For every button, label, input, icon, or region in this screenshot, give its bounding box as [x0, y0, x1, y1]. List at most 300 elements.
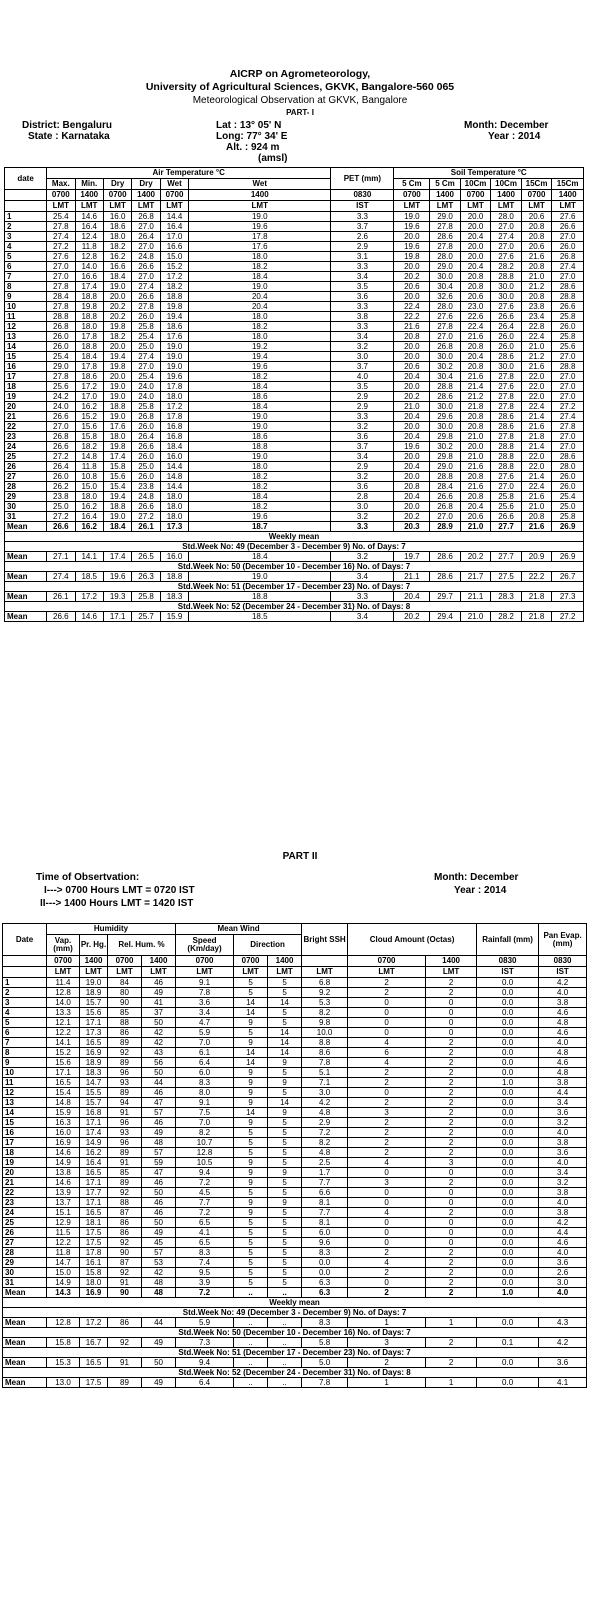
- table-cell: 26.6: [552, 222, 584, 232]
- table-cell: 16.2: [103, 252, 131, 262]
- latitude-label: Lat : 13° 05' N: [216, 120, 282, 131]
- table-cell: ..: [268, 1338, 302, 1348]
- table-cell: 14.3: [47, 1288, 80, 1298]
- table-cell: 5: [268, 1118, 302, 1128]
- col-header: Max.: [47, 179, 75, 190]
- table-cell: 12: [5, 322, 47, 332]
- table-cell: 20.8: [460, 362, 491, 372]
- table-cell: 20.4: [394, 432, 430, 442]
- table-cell: 2: [426, 1118, 477, 1128]
- table-cell: 4.0: [539, 1158, 587, 1168]
- table-cell: 18.6: [189, 392, 331, 402]
- weekly-mean-header-row: [3, 1298, 587, 1308]
- table-cell: 18.2: [103, 332, 131, 342]
- table-cell: 50: [142, 1018, 176, 1028]
- blank-cell: [3, 967, 47, 978]
- table-cell: 2.8: [331, 492, 394, 502]
- table-cell: 5: [234, 1268, 268, 1278]
- table-row: [5, 242, 584, 252]
- table-cell: 26.6: [491, 312, 522, 322]
- table-cell: 0.0: [477, 1018, 539, 1028]
- table-cell: 17.6: [160, 332, 188, 342]
- table-cell: 9: [268, 1108, 302, 1118]
- table-row: [3, 1098, 587, 1108]
- table-cell: 2: [426, 1088, 477, 1098]
- table-cell: 0.0: [477, 1128, 539, 1138]
- table-cell: 0.0: [477, 1048, 539, 1058]
- table-cell: 14.8: [47, 1098, 80, 1108]
- table-cell: 27.0: [552, 382, 584, 392]
- table-cell: 15.8: [47, 1338, 80, 1348]
- table-cell: 20.8: [460, 422, 491, 432]
- table-cell: 1.7: [302, 1168, 348, 1178]
- table-cell: 28: [3, 1248, 47, 1258]
- table-cell: 19.0: [103, 382, 131, 392]
- table-row: [3, 1168, 587, 1178]
- table-cell: 17.2: [75, 382, 103, 392]
- table-cell: 94: [108, 1098, 142, 1108]
- table-cell: 89: [108, 1378, 142, 1388]
- table-row: [3, 1178, 587, 1188]
- table-cell: 26.0: [552, 322, 584, 332]
- table-cell: 27.0: [552, 432, 584, 442]
- table-row: [5, 382, 584, 392]
- table-cell: 20.8: [460, 412, 491, 422]
- direction-header: Direction: [234, 935, 302, 956]
- table-cell: 3.2: [539, 1178, 587, 1188]
- table-cell: 22.8: [521, 322, 552, 332]
- blank-cell: [5, 201, 47, 212]
- table-cell: 14.1: [75, 552, 103, 562]
- table-cell: 28.8: [430, 472, 461, 482]
- table-cell: 27.8: [47, 372, 75, 382]
- table-cell: 17.8: [189, 232, 331, 242]
- table-cell: 9: [234, 1068, 268, 1078]
- table-cell: 3.6: [539, 1148, 587, 1158]
- table-cell: 22: [5, 422, 47, 432]
- table-cell: 26.0: [132, 312, 160, 322]
- table-cell: 20: [3, 1168, 47, 1178]
- table-cell: 90: [108, 998, 142, 1008]
- table-cell: 15.4: [103, 482, 131, 492]
- table-cell: 3.4: [539, 1168, 587, 1178]
- unit-header: LMT: [430, 201, 461, 212]
- table-cell: 0: [426, 1008, 477, 1018]
- table-cell: 30: [3, 1268, 47, 1278]
- table-cell: 12.9: [47, 1218, 80, 1228]
- table-row: [5, 362, 584, 372]
- table-cell: 4.0: [331, 372, 394, 382]
- table-cell: 22.2: [521, 572, 552, 582]
- table-cell: 3.6: [539, 1358, 587, 1368]
- table-cell: 28.0: [552, 462, 584, 472]
- table-cell: 19.0: [189, 212, 331, 222]
- table-cell: 27.0: [552, 352, 584, 362]
- table-cell: 17.4: [103, 552, 131, 562]
- mean-row: [3, 1288, 587, 1298]
- table-cell: 20.0: [103, 372, 131, 382]
- table-cell: 3.4: [176, 1008, 234, 1018]
- table-cell: 5: [268, 1188, 302, 1198]
- table-cell: 6.4: [176, 1378, 234, 1388]
- table-cell: 30.0: [491, 282, 522, 292]
- table-cell: 20.0: [394, 292, 430, 302]
- table-cell: 27.8: [430, 242, 461, 252]
- amsl-label: (amsl): [258, 153, 288, 164]
- table-cell: 0.0: [477, 1258, 539, 1268]
- table-cell: 3.0: [539, 1278, 587, 1288]
- table-cell: 57: [142, 1248, 176, 1258]
- table-cell: 17.6: [189, 242, 331, 252]
- table-cell: 29.8: [430, 452, 461, 462]
- table-cell: 26.8: [430, 502, 461, 512]
- week-mean-row: [5, 612, 584, 622]
- table-cell: 21.6: [460, 462, 491, 472]
- table-cell: 19.0: [189, 452, 331, 462]
- table-cell: 5: [268, 988, 302, 998]
- table-cell: 86: [108, 1218, 142, 1228]
- table-cell: 0.0: [477, 1168, 539, 1178]
- table-cell: 27.4: [47, 572, 75, 582]
- table-cell: 29: [5, 492, 47, 502]
- table-cell: 19.4: [160, 312, 188, 322]
- table-cell: 53: [142, 1258, 176, 1268]
- table-cell: 8.2: [302, 1138, 348, 1148]
- table-cell: 19.0: [189, 572, 331, 582]
- table-cell: 21.2: [521, 282, 552, 292]
- table-row: [3, 1238, 587, 1248]
- table-cell: 2: [426, 1178, 477, 1188]
- table-cell: 5: [268, 1008, 302, 1018]
- table-cell: 18: [3, 1148, 47, 1158]
- table-cell: 18.0: [160, 502, 188, 512]
- table-cell: 20.6: [521, 212, 552, 222]
- table-cell: 91: [108, 1158, 142, 1168]
- table-cell: 2: [348, 1268, 426, 1278]
- table-cell: 10: [5, 302, 47, 312]
- table-cell: 21.6: [460, 332, 491, 342]
- part2-table: [2, 923, 587, 1388]
- table-cell: 21.4: [460, 382, 491, 392]
- table-cell: 20.4: [189, 292, 331, 302]
- table-cell: 50: [142, 1188, 176, 1198]
- table-cell: 4: [348, 1038, 426, 1048]
- table-cell: 25.8: [491, 492, 522, 502]
- table-cell: 18.3: [80, 1068, 108, 1078]
- table-cell: 27.0: [430, 332, 461, 342]
- table-cell: 89: [108, 1148, 142, 1158]
- table-cell: 27.8: [47, 222, 75, 232]
- table-cell: 2: [426, 1338, 477, 1348]
- table-cell: 0: [348, 1278, 426, 1288]
- table-cell: 2: [348, 1068, 426, 1078]
- table-cell: 84: [108, 978, 142, 988]
- table-cell: 59: [142, 1158, 176, 1168]
- table-cell: 27.2: [552, 612, 584, 622]
- table-cell: Std.Week No: 49 (December 3 - December 9) No. of Days: 7: [5, 542, 584, 552]
- table-cell: 27.4: [491, 232, 522, 242]
- table-cell: 17.8: [160, 382, 188, 392]
- table-row: [5, 342, 584, 352]
- table-cell: 21.0: [460, 522, 491, 532]
- table-cell: 26.4: [491, 322, 522, 332]
- table-cell: 2: [348, 1098, 426, 1108]
- table-cell: 4.8: [302, 1148, 348, 1158]
- table-cell: 28.0: [430, 252, 461, 262]
- table-cell: 16.8: [80, 1108, 108, 1118]
- table-cell: 7.7: [176, 1198, 234, 1208]
- table-cell: 15.0: [160, 252, 188, 262]
- table-cell: 2: [426, 1058, 477, 1068]
- table-cell: 56: [142, 1058, 176, 1068]
- table-cell: 23.8: [47, 492, 75, 502]
- table-cell: 9.5: [176, 1268, 234, 1278]
- table-cell: 19.0: [160, 362, 188, 372]
- table-row: [5, 482, 584, 492]
- table-cell: Std.Week No: 49 (December 3 - December 9) No. of Days: 7: [3, 1308, 587, 1318]
- table-cell: 21.4: [521, 442, 552, 452]
- table-row: [5, 312, 584, 322]
- table-cell: 14.6: [75, 212, 103, 222]
- table-row: [3, 1248, 587, 1258]
- table-cell: 13.8: [47, 1168, 80, 1178]
- table-cell: 25.4: [132, 332, 160, 342]
- table-cell: 7.1: [302, 1078, 348, 1088]
- time-header: 1400: [142, 956, 176, 967]
- table-cell: 27.4: [552, 262, 584, 272]
- table-cell: 2: [426, 1038, 477, 1048]
- table-cell: 27.0: [47, 262, 75, 272]
- table-row: [3, 1058, 587, 1068]
- table-cell: 26.0: [47, 342, 75, 352]
- table-cell: 18.0: [189, 312, 331, 322]
- table-cell: 15.6: [80, 1008, 108, 1018]
- table-row: [3, 1188, 587, 1198]
- bright-ssh-header: Bright SSH: [302, 924, 348, 956]
- table-row: [3, 1028, 587, 1038]
- table-row: [3, 1138, 587, 1148]
- table-cell: 3.7: [331, 442, 394, 452]
- table-cell: 26.6: [132, 292, 160, 302]
- table-cell: 18.4: [189, 382, 331, 392]
- pet-header: PET (mm): [331, 168, 394, 190]
- week-label-row: [3, 1368, 587, 1378]
- table-cell: 23: [3, 1198, 47, 1208]
- table-cell: 2.5: [302, 1158, 348, 1168]
- table-cell: 46: [142, 1208, 176, 1218]
- observation-time-1: I---> 0700 Hours LMT = 0720 IST: [44, 885, 195, 896]
- table-cell: 9: [268, 1198, 302, 1208]
- table-cell: 20.4: [394, 462, 430, 472]
- table-cell: 46: [142, 1088, 176, 1098]
- table-cell: 4.8: [539, 1018, 587, 1028]
- table-row: [3, 1128, 587, 1138]
- table-cell: 1: [426, 1318, 477, 1328]
- table-cell: 20.0: [394, 452, 430, 462]
- table-cell: 19.0: [103, 512, 131, 522]
- table-row: [5, 262, 584, 272]
- table-cell: 3.2: [331, 512, 394, 522]
- table-cell: 14.8: [75, 452, 103, 462]
- table-cell: 20.0: [460, 442, 491, 452]
- table-cell: 30.0: [491, 362, 522, 372]
- table-cell: 4.0: [539, 988, 587, 998]
- table-cell: 14.4: [160, 462, 188, 472]
- table-cell: 26.2: [47, 482, 75, 492]
- table-cell: 44: [142, 1078, 176, 1088]
- part2-date-header: Date: [3, 924, 47, 956]
- table-cell: 14.9: [47, 1278, 80, 1288]
- table-cell: 26.8: [552, 252, 584, 262]
- table-cell: 19.0: [80, 978, 108, 988]
- table-cell: 16.4: [75, 512, 103, 522]
- table-cell: 5: [234, 988, 268, 998]
- table-cell: 20.0: [394, 472, 430, 482]
- table-cell: Mean: [3, 1318, 47, 1328]
- table-cell: Weekly mean: [3, 1298, 587, 1308]
- table-cell: 19.7: [394, 552, 430, 562]
- table-cell: 21.0: [460, 452, 491, 462]
- table-cell: 16.2: [75, 502, 103, 512]
- table-cell: ..: [234, 1338, 268, 1348]
- table-cell: 16.0: [160, 552, 188, 562]
- table-row: [5, 512, 584, 522]
- table-cell: 2: [426, 988, 477, 998]
- table-cell: 18.3: [160, 592, 188, 602]
- table-cell: 20.8: [394, 482, 430, 492]
- table-cell: 0: [348, 1088, 426, 1098]
- table-cell: 0: [348, 998, 426, 1008]
- table-cell: 18.0: [160, 392, 188, 402]
- table-cell: 26.7: [552, 572, 584, 582]
- table-cell: 14: [268, 1028, 302, 1038]
- unit-header: IST: [331, 201, 394, 212]
- table-cell: 18.2: [160, 282, 188, 292]
- table-cell: 15.6: [47, 1058, 80, 1068]
- table-cell: 9: [234, 1178, 268, 1188]
- table-cell: 0.0: [477, 1158, 539, 1168]
- table-cell: 27.8: [132, 302, 160, 312]
- table-cell: 19.4: [103, 352, 131, 362]
- table-cell: 2.9: [331, 242, 394, 252]
- table-cell: 8.6: [302, 1048, 348, 1058]
- table-cell: 19.8: [160, 302, 188, 312]
- table-cell: 18.0: [80, 1278, 108, 1288]
- table-cell: Std.Week No: 50 (December 10 - December 16) No. of Days: 7: [5, 562, 584, 572]
- table-cell: 26.0: [491, 332, 522, 342]
- table-cell: 26.8: [430, 342, 461, 352]
- table-cell: 26.0: [132, 452, 160, 462]
- table-cell: 5: [268, 1158, 302, 1168]
- table-cell: 12: [3, 1088, 47, 1098]
- table-cell: 19.2: [189, 342, 331, 352]
- table-cell: 15.4: [47, 1088, 80, 1098]
- table-cell: 23: [5, 432, 47, 442]
- unit-header: LMT: [47, 967, 80, 978]
- table-cell: 5: [268, 1208, 302, 1218]
- table-cell: 27.3: [552, 592, 584, 602]
- table-cell: 4: [348, 1058, 426, 1068]
- unit-header: LMT: [460, 201, 491, 212]
- table-cell: 22.2: [394, 312, 430, 322]
- table-cell: 27.6: [491, 252, 522, 262]
- table-cell: 0.0: [477, 1038, 539, 1048]
- table-cell: ..: [268, 1358, 302, 1368]
- table-cell: 4.0: [539, 1038, 587, 1048]
- table-cell: 4.3: [539, 1318, 587, 1328]
- table-cell: 30.2: [430, 442, 461, 452]
- table-cell: 3.6: [539, 1108, 587, 1118]
- col-header: Dry: [132, 179, 160, 190]
- table-row: [5, 322, 584, 332]
- table-cell: 5.9: [176, 1028, 234, 1038]
- table-cell: 3.2: [331, 472, 394, 482]
- table-cell: 20.4: [394, 492, 430, 502]
- table-cell: 91: [108, 1108, 142, 1118]
- table-cell: 14.9: [80, 1138, 108, 1148]
- table-cell: 18.8: [75, 312, 103, 322]
- table-cell: 15: [3, 1118, 47, 1128]
- table-cell: 22.0: [521, 462, 552, 472]
- table-cell: 21.1: [394, 572, 430, 582]
- table-cell: 86: [108, 1318, 142, 1328]
- table-cell: 6.3: [302, 1288, 348, 1298]
- table-cell: 19.8: [103, 322, 131, 332]
- table-cell: Mean: [3, 1358, 47, 1368]
- table-cell: 5: [268, 1238, 302, 1248]
- table-cell: 17.4: [75, 282, 103, 292]
- table-cell: 20.4: [394, 412, 430, 422]
- table-cell: 3.8: [539, 1188, 587, 1198]
- table-cell: 7.2: [176, 1208, 234, 1218]
- table-cell: 3.3: [331, 592, 394, 602]
- table-cell: 13.0: [47, 1378, 80, 1388]
- table-cell: 28.3: [491, 592, 522, 602]
- table-cell: 27.4: [47, 232, 75, 242]
- table-cell: 8: [5, 282, 47, 292]
- table-cell: 28.4: [430, 482, 461, 492]
- table-cell: 21.6: [521, 422, 552, 432]
- table-cell: 29.0: [47, 362, 75, 372]
- table-cell: 19.0: [394, 212, 430, 222]
- table-cell: 26.0: [47, 332, 75, 342]
- week-label-row: [5, 542, 584, 552]
- table-cell: 20.0: [460, 222, 491, 232]
- table-row: [5, 212, 584, 222]
- table-cell: 0.0: [477, 1058, 539, 1068]
- table-cell: 2: [426, 978, 477, 988]
- unit-header: LMT: [234, 967, 268, 978]
- table-row: [3, 978, 587, 988]
- table-cell: 15.9: [47, 1108, 80, 1118]
- table-row: [5, 302, 584, 312]
- table-cell: 21.6: [394, 322, 430, 332]
- table-cell: 0: [426, 1198, 477, 1208]
- table-cell: 1: [348, 1378, 426, 1388]
- table-cell: 14: [234, 1008, 268, 1018]
- table-cell: 5: [268, 1148, 302, 1158]
- table-cell: 27: [5, 472, 47, 482]
- table-cell: 18.8: [75, 292, 103, 302]
- table-cell: 48: [142, 1278, 176, 1288]
- table-cell: 16.5: [80, 1208, 108, 1218]
- table-cell: 49: [142, 1378, 176, 1388]
- table-cell: 3.5: [331, 282, 394, 292]
- table-cell: 6.4: [176, 1058, 234, 1068]
- table-cell: ..: [268, 1378, 302, 1388]
- table-cell: 41: [142, 998, 176, 1008]
- table-cell: 89: [108, 1058, 142, 1068]
